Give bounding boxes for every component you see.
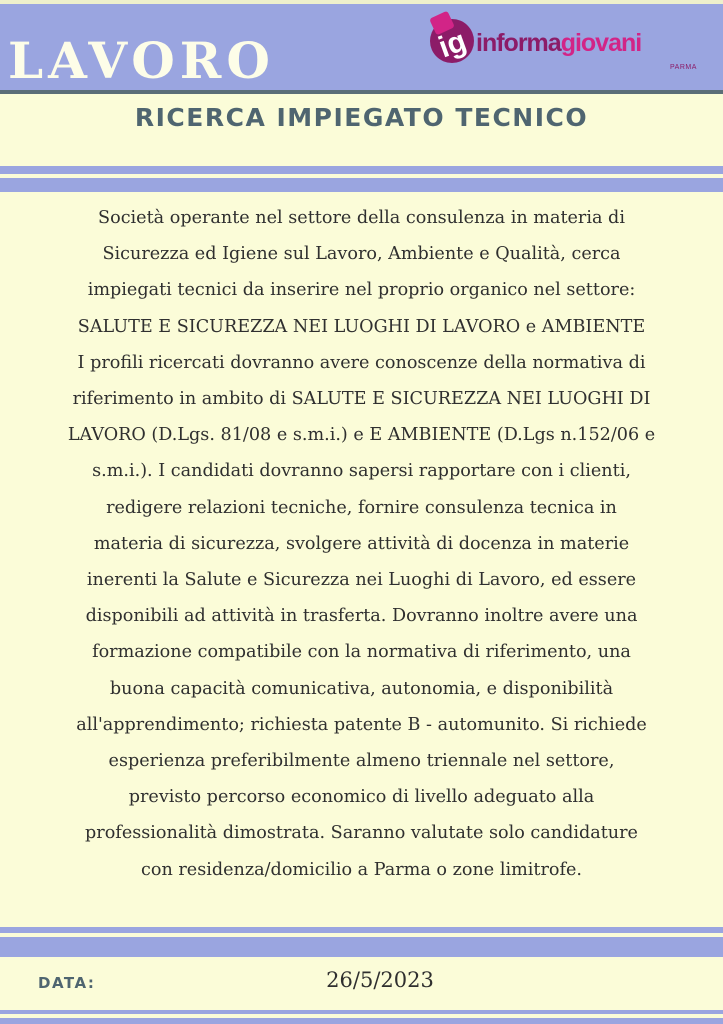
stripe (0, 178, 723, 192)
logo-icon (426, 8, 482, 74)
stripe (0, 927, 723, 933)
logo-word-part2: giovani (560, 29, 642, 57)
job-description (8, 200, 715, 888)
logo-icon-text: ig (434, 24, 471, 65)
header-top-stripe (0, 0, 723, 4)
description-line: professionalità dimostrata. Saranno valutate solo candidature (85, 823, 638, 844)
description-line: previsto percorso economico di livello adeguato alla (128, 787, 595, 808)
description-line: esperienza preferibilmente almeno triennale nel settore, (108, 751, 615, 772)
header-band (0, 0, 723, 90)
date-label: DATA: (38, 974, 96, 992)
description-line: con residenza/domicilio a Parma o zone limitrofe. (141, 859, 582, 880)
description-line: disponibili ad attività in trasferta. Dovranno inoltre avere una (85, 606, 638, 627)
description-line: buona capacità comunicativa, autonomia, e disponibilità (109, 678, 614, 699)
description-line: Sicurezza ed Igiene sul Lavoro, Ambiente e Qualità, cerca (102, 244, 621, 265)
description-line: LAVORO (D.Lgs. 81/08 e s.m.i.) e E AMBIENTE (D.Lgs n.152/06 e (67, 425, 656, 446)
stripe (0, 1010, 723, 1014)
description-line: inerenti la Salute e Sicurezza nei Luoghi di Lavoro, ed essere (86, 570, 637, 591)
date-value: 26/5/2023 (326, 968, 434, 992)
header-divider (0, 90, 723, 94)
stripe (0, 166, 723, 174)
description-line: I profili ricercati dovranno avere conoscenze della normativa di (77, 352, 646, 373)
logo-word-part1: informa (476, 29, 561, 57)
description-line: formazione compatibile con la normativa di riferimento, una (92, 642, 631, 663)
description-line: impiegati tecnici da inserire nel proprio organico nel settore: (87, 280, 636, 301)
stripe (0, 1018, 723, 1024)
description-line: redigere relazioni tecniche, fornire consulenza tecnica in (106, 497, 617, 518)
bottom-stripes (0, 927, 723, 957)
informagiovani-logo (426, 8, 696, 74)
page-title: LAVORO (8, 31, 275, 90)
description-line: Società operante nel settore della consulenza in materia di (98, 208, 625, 228)
description-line: s.m.i.). I candidati dovranno sapersi rapportare con i clienti, (92, 461, 631, 482)
description-line: all'apprendimento; richiesta patente B - automunito. Si richiede (76, 714, 647, 735)
footer-stripes (0, 1010, 723, 1024)
description-line: SALUTE E SICUREZZA NEI LUOGHI DI LAVORO e AMBIENTE (77, 316, 646, 337)
logo-subtitle: PARMA (670, 64, 697, 71)
top-stripes (0, 166, 723, 192)
description-line: riferimento in ambito di SALUTE E SICUREZZA NEI LUOGHI DI (72, 389, 651, 410)
logo-wordmark (476, 28, 641, 58)
stripe (0, 937, 723, 957)
description-line: materia di sicurezza, svolgere attività di docenza in materie (93, 533, 630, 554)
job-title: RICERCA IMPIEGATO TECNICO (134, 103, 589, 132)
